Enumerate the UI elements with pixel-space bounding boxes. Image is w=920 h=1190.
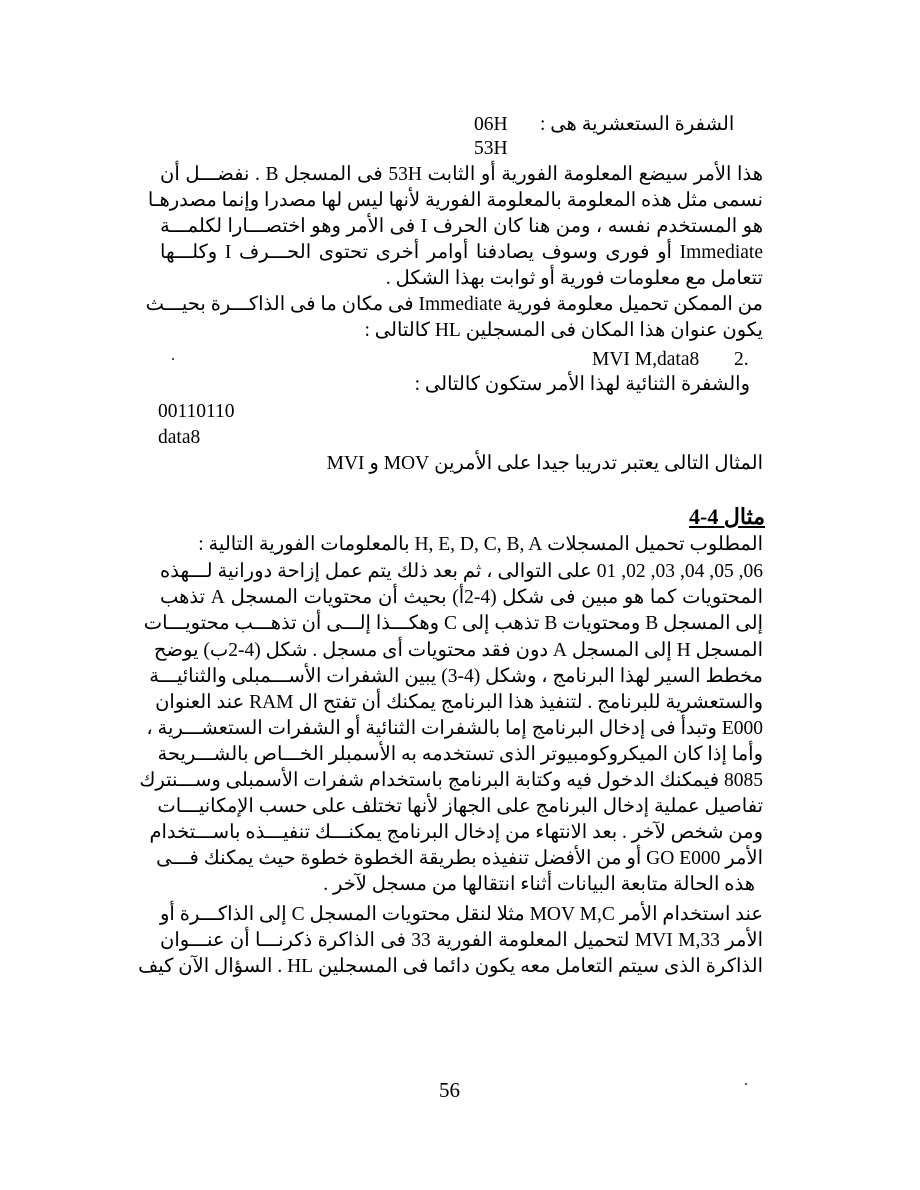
hex-code-value-2: 53H [474,138,508,159]
paragraph-1-line: نسمى مثل هذه المعلومة بالمعلومة الفورية لأنها ليس لها مصدرا وإنما مصدرهـا [147,190,763,211]
example-intro: المثال التالى يعتبر تدريبا جيدا على الأمرين MOV و MVI [326,453,763,474]
hex-code-label: الشفرة الستعشرية هى : [540,114,735,135]
paragraph-3-line: 06, 05, 04, 03, 02, 01 على التوالى ، ثم بعد ذلك يتم عمل إزاحة دورانية لـــهذه [160,561,764,582]
paragraph-1-line: هذا الأمر سيضع المعلومة الفورية أو الثابت 53H فى المسجل B . نفضـــل أن [160,164,763,185]
paragraph-4-line: عند استخدام الأمر MOV M,C مثلا لنقل محتويات المسجل C إلى الذاكـــرة أو [160,904,764,925]
paragraph-3-line: E000 وتبدأ فى إدخال البرنامج إما بالشفرات الثنائية أو الشفرات الستعشـــرية ، [146,718,763,739]
scan-speck [172,358,174,360]
page-number: 56 [439,1078,460,1102]
paragraph-1-line: Immediate أو فورى وسوف يصادفنا أوامر أخرى تحتوى الحـــرف I وكلـــها [160,242,763,263]
binary-code-operand: data8 [158,427,201,448]
paragraph-4-line: الأمر MVI M,33 لتحميل المعلومة الفورية 33 فى الذاكرة ذكرنـــا أن عنـــوان [160,930,763,951]
paragraph-3-line: إلى المسجل B ومحتويات B تذهب إلى C وهكـــذا إلـــى أن تذهـــب محتويـــات [143,613,763,634]
paragraph-3-line: مخطط السير لهذا البرنامج ، وشكل (4-3) يبين الشفرات الأســـمبلى والثنائيـــة [149,666,763,687]
paragraph-3-line: المطلوب تحميل المسجلات H, E, D, C, B, A بالمعلومات الفورية التالية : [198,534,763,555]
instruction-code: MVI M,data8 [592,349,700,370]
paragraph-2-line: يكون عنوان هذا المكان فى المسجلين HL كالتالى : [364,320,763,341]
paragraph-3-line: المحتويات كما هو مبين فى شكل (4-2أ) بحيث أن محتويات المسجل A تذهب [160,587,763,608]
scan-speck [745,1083,747,1085]
paragraph-4-line: الذاكرة الذى سيتم التعامل معه يكون دائما فى المسجلين HL . السؤال الآن كيف [138,956,763,977]
paragraph-1-line: تتعامل مع معلومات فورية أو ثوابت بهذا الشكل . [385,268,763,289]
hex-code-value-1: 06H [474,114,508,135]
paragraph-2-line: من الممكن تحميل معلومة فورية Immediate فى مكان ما فى الذاكـــرة بحيـــث [145,294,763,315]
paragraph-1-line: هو المستخدم نفسه ، ومن هنا كان الحرف I فى الأمر وهو اختصـــارا لكلمـــة [160,216,763,237]
paragraph-3-line: وأما إذا كان الميكروكومبيوتر الذى تستخدمه به الأسمبلر الخـــاص بالشـــريحة [157,744,763,765]
paragraph-3-line: 8085 فيمكنك الدخول فيه وكتابة البرنامج باستخدام شفرات الأسمبلى وســـنترك [139,770,763,791]
paragraph-3-line: هذه الحالة متابعة البيانات أثناء انتقالها من مسجل لآخر . [323,874,755,895]
paragraph-3-line: تفاصيل عملية إدخال البرنامج على الجهاز لأنها تختلف على حسب الإمكانيـــات [157,796,763,817]
item-number: 2. [734,349,749,370]
example-heading-text: مثال 4-4 [689,504,765,529]
binary-code-value: 00110110 [158,401,235,422]
paragraph-3-line: والستعشرية للبرنامج . لتنفيذ هذا البرنامج يمكنك أن تفتح ال RAM عند العنوان [155,692,763,713]
paragraph-3-line: المسجل H إلى المسجل A دون فقد محتويات أى مسجل . شكل (4-2ب) يوضح [153,640,763,661]
binary-code-intro: والشفرة الثنائية لهذا الأمر ستكون كالتالى : [414,374,750,395]
paragraph-3-line: ومن شخص لآخر . بعد الانتهاء من إدخال البرنامج يمكنـــك تنفيـــذه باســـتخدام [149,822,763,843]
example-heading [689,504,765,530]
paragraph-3-line: الأمر GO E000 أو من الأفضل تنفيذه بطريقة الخطوة خطوة حيث يمكنك فـــى [156,848,763,869]
